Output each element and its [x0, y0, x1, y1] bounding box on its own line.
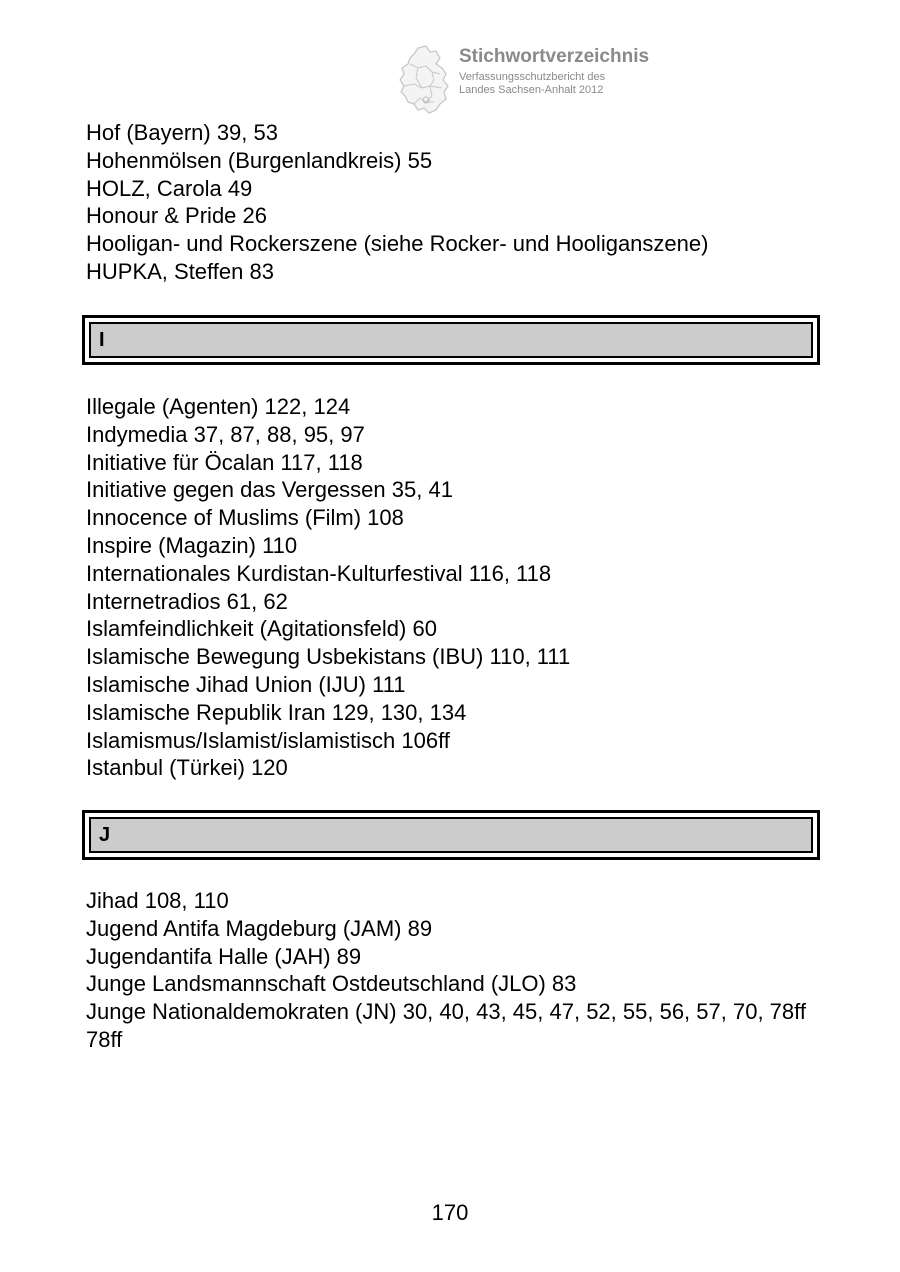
index-title: Stichwortverzeichnis	[459, 46, 650, 67]
index-entry: Hohenmölsen (Burgenlandkreis) 55	[86, 147, 433, 173]
index-entry: Jugend Antifa Magdeburg (JAM) 89	[86, 915, 433, 941]
index-entry: Jugendantifa Halle (JAH) 89	[86, 943, 362, 969]
entries-list-j	[86, 887, 826, 1054]
index-entry: Internetradios 61, 62	[86, 588, 288, 614]
page-number: 170	[431, 1200, 469, 1225]
section-letter: J	[99, 824, 111, 846]
entries-list-i	[86, 393, 826, 782]
section-header-fill	[89, 322, 813, 358]
page-header	[396, 42, 716, 118]
index-entry: Islamfeindlichkeit (Agitationsfeld) 60	[86, 616, 437, 642]
index-entry: Honour & Pride 26	[86, 203, 267, 229]
report-subtitle-line2: Landes Sachsen-Anhalt 2012	[459, 84, 604, 96]
index-entry: Illegale (Agenten) 122, 124	[86, 394, 351, 419]
index-entry: Istanbul (Türkei) 120	[86, 755, 288, 781]
index-entry: Hof (Bayern) 39, 53	[86, 120, 278, 145]
saxony-anhalt-map-icon	[396, 44, 458, 116]
index-entry: Junge Landsmannschaft Ostdeutschland (JLO) 83	[86, 971, 577, 997]
index-entry: Initiative gegen das Vergessen 35, 41	[86, 477, 453, 503]
index-entry: Jihad 108, 110	[86, 888, 229, 913]
index-entry: Innocence of Muslims (Film) 108	[86, 505, 404, 531]
index-entry: Junge Nationaldemokraten (JN) 30, 40, 43, 45, 47, 52, 55, 56, 57, 70, 78ff 78ff	[86, 999, 806, 1052]
index-entry: Initiative für Öcalan 117, 118	[86, 449, 363, 475]
index-entry: Islamische Republik Iran 129, 130, 134	[86, 699, 467, 725]
index-entry: Islamische Jihad Union (IJU) 111	[86, 671, 406, 697]
index-entry: Internationales Kurdistan-Kulturfestival 116, 118	[86, 560, 552, 586]
entries-list-h	[86, 119, 826, 286]
index-entry: Indymedia 37, 87, 88, 95, 97	[86, 421, 365, 447]
index-entry: Islamismus/Islamist/islamistisch 106ff	[86, 727, 450, 753]
section-header-i	[82, 315, 820, 365]
report-subtitle-line1: Verfassungsschutzbericht des	[459, 71, 606, 83]
section-letter: I	[99, 329, 105, 351]
index-entry: HUPKA, Steffen 83	[86, 258, 274, 284]
index-entry: Islamische Bewegung Usbekistans (IBU) 110, 111	[86, 644, 571, 670]
index-entry: Inspire (Magazin) 110	[86, 532, 298, 558]
index-entry: Hooligan- und Rockerszene (siehe Rocker- und Hooliganszene)	[86, 231, 709, 257]
section-header-fill	[89, 817, 813, 853]
section-header-j	[82, 810, 820, 860]
index-entry: HOLZ, Carola 49	[86, 175, 253, 201]
